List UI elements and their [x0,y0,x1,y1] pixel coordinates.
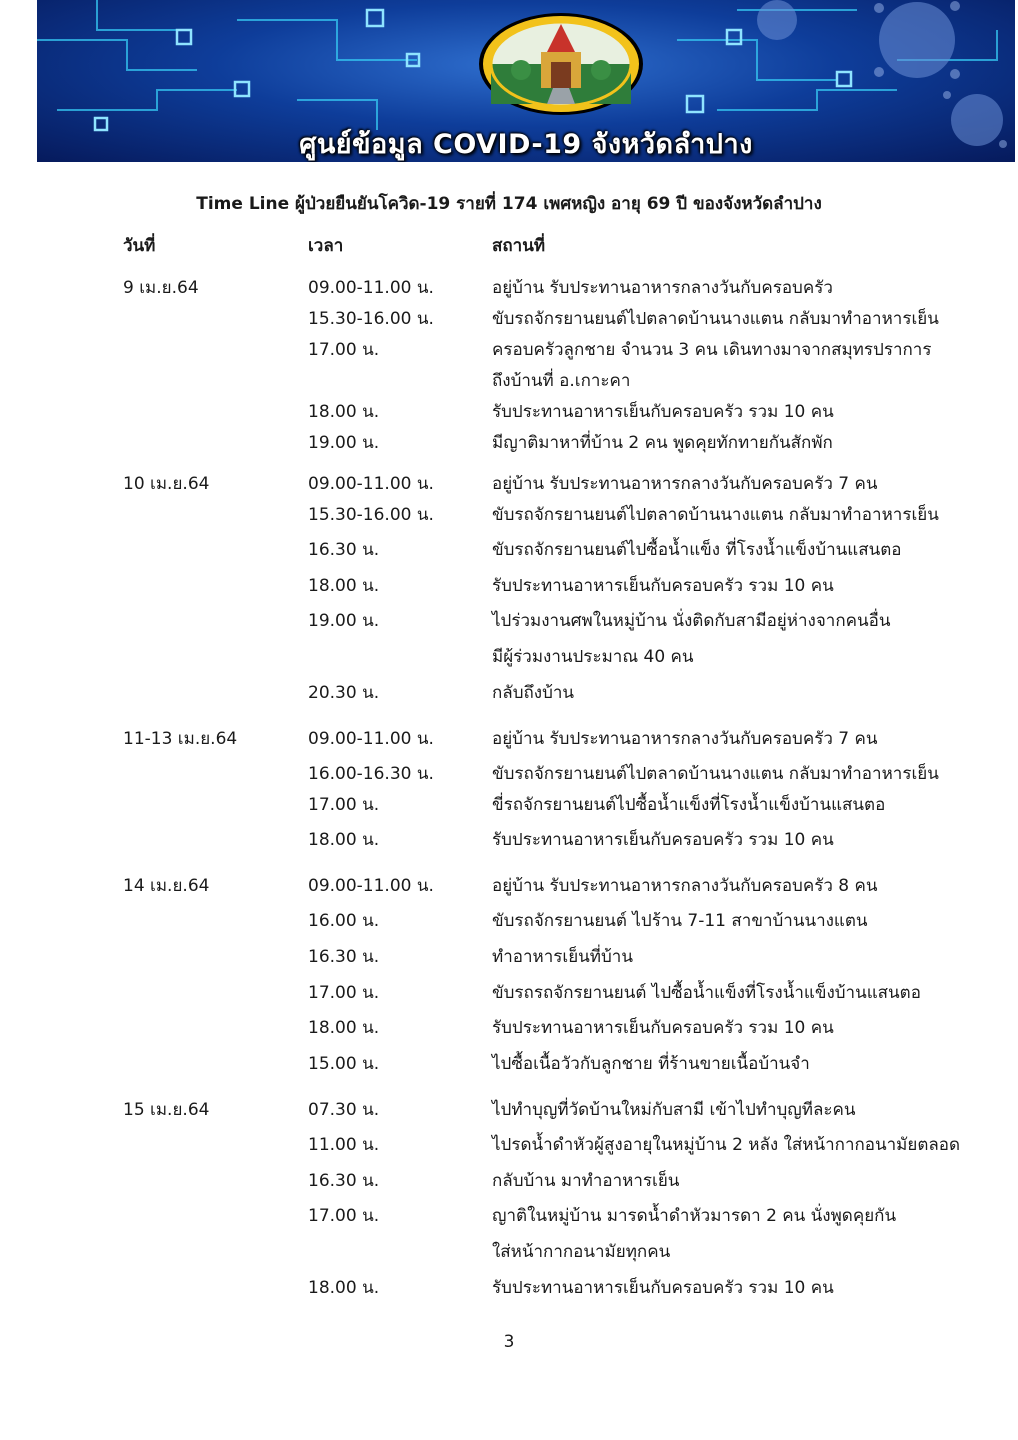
table-row [0,979,1018,1009]
row-time: 11.00 น. [308,1135,380,1155]
row-place: ขับรถจักรยานยนต์ไปซื้อน้ำแข็ง ที่โรงน้ำแข็งบ้านแสนตอ [492,540,902,560]
table-row [0,1050,1018,1080]
row-time: 09.00-11.00 น. [308,876,434,896]
row-time: 16.00 น. [308,911,380,931]
row-place: ขับรถจักรยานยนต์ไปตลาดบ้านนางแตน กลับมาทำอาหารเย็น [492,764,939,784]
row-time: 19.00 น. [308,433,380,453]
row-time: 17.00 น. [308,983,380,1003]
table-row [0,367,1018,397]
row-place: ไปทำบุญที่วัดบ้านใหม่กับสามี เข้าไปทำบุญทีละคน [492,1100,856,1120]
row-time: 09.00-11.00 น. [308,729,434,749]
row-place: อยู่บ้าน รับประทานอาหารกลางวันกับครอบครัว 7 คน [492,729,878,749]
document-title: Time Line ผู้ป่วยยืนยันโควิด-19 รายที่ 174 เพศหญิง อายุ 69 ปี ของจังหวัดลำปาง [196,194,822,214]
table-row [0,1096,1018,1126]
row-place: ญาติในหมู่บ้าน มารดน้ำดำหัวมารดา 2 คน นั่งพูดคุยกัน [492,1206,897,1226]
header-place: สถานที่ [492,236,546,256]
table-row [0,679,1018,709]
table-row [0,943,1018,973]
row-date: 11-13 เม.ย.64 [123,729,238,749]
row-time: 17.00 น. [308,1206,380,1226]
row-place: กลับบ้าน มาทำอาหารเย็น [492,1171,680,1191]
row-place: ครอบครัวลูกชาย จำนวน 3 คน เดินทางมาจากสมุทรปราการ [492,340,932,360]
row-time: 18.00 น. [308,830,380,850]
table-row [0,336,1018,366]
row-place: ขี่รถจักรยานยนต์ไปซื้อน้ำแข็งที่โรงน้ำแข็งบ้านแสนตอ [492,795,886,815]
table-row [0,760,1018,790]
row-place: ขับรถรถจักรยานยนต์ ไปซื้อน้ำแข็งที่โรงน้ำแข็งบ้านแสนตอ [492,983,921,1003]
table-row [0,536,1018,566]
row-place: กลับถึงบ้าน [492,683,575,703]
row-place: ไปรดน้ำดำหัวผู้สูงอายุในหมู่บ้าน 2 หลัง ใส่หน้ากากอนามัยตลอด [492,1135,961,1155]
row-time: 17.00 น. [308,795,380,815]
table-row [0,607,1018,637]
table-row [0,1167,1018,1197]
row-place: รับประทานอาหารเย็นกับครอบครัว รวม 10 คน [492,1018,834,1038]
row-place: ทำอาหารเย็นที่บ้าน [492,947,633,967]
table-row [0,643,1018,673]
table-row [0,501,1018,531]
lampang-seal-icon [477,12,645,116]
row-place: อยู่บ้าน รับประทานอาหารกลางวันกับครอบครัว [492,278,833,298]
row-place: ไปซื้อเนื้อวัวกับลูกชาย ที่ร้านขายเนื้อบ้านจำ [492,1054,810,1074]
table-row [0,274,1018,304]
row-time: 09.00-11.00 น. [308,474,434,494]
row-time: 17.00 น. [308,340,380,360]
row-place: อยู่บ้าน รับประทานอาหารกลางวันกับครอบครัว 7 คน [492,474,878,494]
row-place: ไปร่วมงานศพในหมู่บ้าน นั่งติดกับสามีอยู่ห่างจากคนอื่น [492,611,891,631]
row-place: รับประทานอาหารเย็นกับครอบครัว รวม 10 คน [492,576,834,596]
row-date: 15 เม.ย.64 [123,1100,210,1120]
row-place: ถึงบ้านที่ อ.เกาะคา [492,371,631,391]
table-row [0,1274,1018,1304]
row-place: รับประทานอาหารเย็นกับครอบครัว รวม 10 คน [492,402,834,422]
page-number: 3 [503,1332,515,1352]
banner-title: ศูนย์ข้อมูล COVID-19 จังหวัดลำปาง [299,129,753,160]
table-row [0,725,1018,755]
table-row [0,572,1018,602]
row-time: 18.00 น. [308,1018,380,1038]
row-place: มีญาติมาหาที่บ้าน 2 คน พูดคุยทักทายกันสักพัก [492,433,833,453]
header-date: วันที่ [123,236,156,256]
table-row [0,826,1018,856]
table-row [0,1238,1018,1268]
table-row [0,398,1018,428]
row-time: 15.30-16.00 น. [308,505,434,525]
row-time: 16.30 น. [308,540,380,560]
table-row [0,872,1018,902]
table-row [0,1202,1018,1232]
row-time: 16.30 น. [308,947,380,967]
row-time: 16.00-16.30 น. [308,764,434,784]
header-time: เวลา [308,236,344,256]
row-time: 18.00 น. [308,1278,380,1298]
row-time: 18.00 น. [308,402,380,422]
table-row [0,429,1018,459]
row-time: 15.30-16.00 น. [308,309,434,329]
row-place: มีผู้ร่วมงานประมาณ 40 คน [492,647,694,667]
table-row [0,791,1018,821]
header-banner [37,0,1015,162]
row-time: 19.00 น. [308,611,380,631]
table-row [0,305,1018,335]
row-place: อยู่บ้าน รับประทานอาหารกลางวันกับครอบครัว 8 คน [492,876,878,896]
row-time: 18.00 น. [308,576,380,596]
table-row [0,1014,1018,1044]
row-place: ใส่หน้ากากอนามัยทุกคน [492,1242,671,1262]
row-place: ขับรถจักรยานยนต์ ไปร้าน 7-11 สาขาบ้านนางแตน [492,911,868,931]
table-row [0,1131,1018,1161]
row-time: 20.30 น. [308,683,380,703]
row-place: รับประทานอาหารเย็นกับครอบครัว รวม 10 คน [492,830,834,850]
table-row [0,470,1018,500]
row-place: รับประทานอาหารเย็นกับครอบครัว รวม 10 คน [492,1278,834,1298]
row-time: 15.00 น. [308,1054,380,1074]
row-time: 16.30 น. [308,1171,380,1191]
row-time: 09.00-11.00 น. [308,278,434,298]
table-row [0,907,1018,937]
row-date: 9 เม.ย.64 [123,278,199,298]
row-date: 14 เม.ย.64 [123,876,210,896]
row-place: ขับรถจักรยานยนต์ไปตลาดบ้านนางแตน กลับมาทำอาหารเย็น [492,505,939,525]
row-time: 07.30 น. [308,1100,380,1120]
row-place: ขับรถจักรยานยนต์ไปตลาดบ้านนางแตน กลับมาทำอาหารเย็น [492,309,939,329]
row-date: 10 เม.ย.64 [123,474,210,494]
